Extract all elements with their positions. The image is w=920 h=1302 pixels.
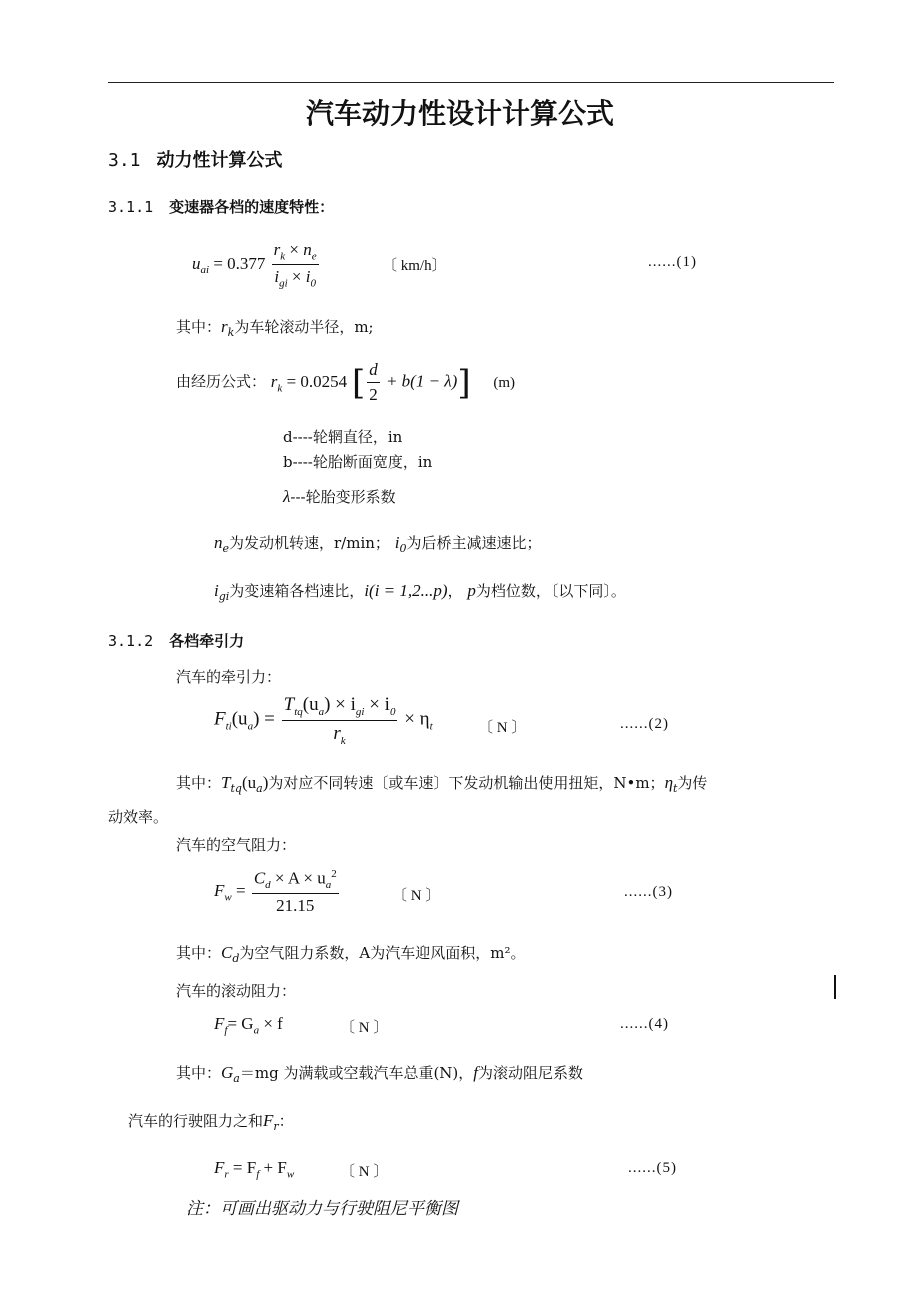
eq1-num-r: r — [273, 240, 281, 259]
igi-definition — [214, 580, 626, 603]
def-d: d----轮辋直径，in — [283, 428, 403, 446]
ttq-arg-sub: a — [256, 782, 263, 795]
rk-symbol: r — [221, 317, 228, 336]
rk-prefix: 其中： — [176, 318, 222, 336]
empirical-coef: = 0.0254 — [282, 371, 348, 391]
f-symbol: f — [473, 1063, 479, 1082]
eq2-num-sub: tq — [294, 705, 303, 718]
cd-sub: d — [232, 952, 240, 965]
section-heading — [108, 146, 283, 172]
subsection-heading-2 — [108, 630, 244, 651]
igi-expr: i(i = 1,2...p) — [364, 581, 448, 600]
lambda-symbol: λ — [283, 487, 291, 506]
eq3-num-rest: × A × u — [270, 868, 326, 888]
eq1-lhs-sub: ai — [200, 264, 210, 277]
eq4-unit: 〔 N 〕 — [340, 1020, 389, 1036]
eq3-num-sup: 2 — [331, 868, 337, 880]
eq5-plus: + F — [259, 1158, 287, 1177]
eq2-num-arg: (u — [302, 694, 319, 715]
ga-symbol: G — [221, 1063, 234, 1082]
eq2-lhs-arg-sub: a — [247, 720, 254, 733]
eq2-num-0: 0 — [389, 705, 396, 718]
eq2-unit: 〔 N 〕 — [478, 720, 527, 736]
eq4-lhs: F — [214, 1014, 225, 1033]
eq5-lhs: F — [214, 1158, 225, 1177]
igi-text: 为变速箱各档速比， — [229, 582, 365, 600]
i0-sub: 0 — [399, 542, 407, 555]
igi-symbol: i — [214, 581, 219, 600]
eq5-lhs-sub: r — [224, 1168, 229, 1181]
traction-label: 汽车的牵引力： — [176, 668, 282, 686]
igi-comma: ， — [447, 582, 463, 600]
equation-1 — [192, 240, 321, 290]
eq2-num-tail: × i — [364, 694, 390, 715]
equation-5 — [214, 1158, 294, 1180]
text-cursor — [834, 975, 836, 999]
subsection-number-2: 3.1.2 — [108, 632, 154, 650]
eta-sub: t — [673, 782, 678, 795]
cd-prefix: 其中： — [176, 944, 222, 962]
air-resistance-label: 汽车的空气阻力： — [176, 836, 297, 854]
eq1-coef: = 0.377 — [209, 253, 266, 273]
left-bracket: [ — [351, 362, 366, 403]
empirical-rest: + b(1 − λ) — [381, 371, 458, 391]
eq1-num-n-sub: e — [311, 250, 317, 263]
igi-sub: gi — [218, 590, 230, 603]
eq5-eq: = F — [228, 1158, 257, 1177]
i0-symbol: i — [394, 533, 400, 552]
total-resistance-label — [128, 1110, 294, 1133]
eq5-number: ......(5) — [628, 1160, 677, 1176]
eq1-num-r-sub: k — [280, 250, 286, 263]
subsection-title-2: 各档牵引力 — [169, 632, 245, 650]
equation-4 — [214, 1014, 283, 1036]
eta-symbol: η — [664, 773, 673, 792]
eq2-den-sub: k — [340, 734, 346, 747]
header-rule — [108, 82, 834, 83]
eq4-rest: = G — [227, 1014, 254, 1033]
eq1-num-times: × — [285, 240, 304, 259]
equation-2 — [214, 694, 433, 747]
eq1-fraction — [272, 240, 319, 290]
eq1-lhs: u — [192, 253, 201, 273]
eq2-num-gi: gi — [355, 705, 365, 718]
eq2-den: r — [333, 722, 341, 744]
fr-sub: r — [273, 1120, 279, 1133]
eq2-num: T — [283, 694, 295, 715]
empirical-frac-top: d — [367, 360, 380, 383]
eq3-number: ......(3) — [624, 884, 673, 900]
eq3-unit: 〔 N 〕 — [392, 888, 441, 904]
eq2-lhs: F — [214, 708, 226, 730]
p-symbol: p — [467, 581, 476, 600]
footnote: 注：可画出驱动力与行驶阻尼平衡图 — [186, 1199, 458, 1219]
def-b: b----轮胎断面宽度，in — [283, 453, 433, 471]
rk-definition — [176, 316, 374, 339]
ne-sub: e — [222, 542, 230, 555]
eq1-den-i: i — [274, 267, 280, 287]
fr-tail: ： — [278, 1112, 294, 1130]
ttq-arg-close: ) — [262, 773, 269, 792]
cd-symbol: C — [221, 943, 233, 962]
subsection-number-1: 3.1.1 — [108, 198, 154, 216]
ttq-definition — [176, 772, 707, 795]
rolling-resistance-label: 汽车的滚动阻力： — [176, 982, 297, 1000]
eq3-num-sub2: a — [325, 879, 332, 892]
eq3-lhs: F — [214, 880, 225, 900]
section-title: 动力性计算公式 — [156, 150, 283, 171]
ttq-prefix: 其中： — [176, 774, 222, 792]
eq5-w-sub: w — [286, 1168, 295, 1181]
eq2-lhs-sub: ti — [225, 720, 232, 733]
eq1-number: ......(1) — [648, 254, 697, 270]
total-resistance-text: 汽车的行驶阻力之和 — [128, 1112, 264, 1130]
eq3-num: C — [253, 868, 266, 888]
empirical-unit: (m) — [493, 374, 516, 391]
p-text: 为档位数，〔以下同〕。 — [475, 582, 626, 600]
section-number: 3.1 — [108, 150, 141, 171]
ga-sub: a — [233, 1072, 240, 1085]
ttq-text: 为对应不同转速〔或车速〕下发动机输出使用扭矩，N•m； — [268, 774, 665, 792]
eq3-den: 21.15 — [276, 896, 315, 916]
rk-sub: k — [227, 326, 235, 339]
ttq-continuation: 动效率。 — [108, 808, 169, 826]
lambda-text: ---轮胎变形系数 — [290, 488, 396, 506]
eq3-eq: = — [231, 880, 246, 900]
f-text: 为滚动阻尼系数 — [478, 1064, 584, 1082]
ttq-symbol: T — [221, 773, 231, 792]
eq3-num-sub: d — [265, 879, 271, 892]
eq2-lhs-arg: (u — [231, 708, 248, 730]
eq1-unit: 〔 km/h〕 — [382, 258, 447, 274]
empirical-frac-bot: 2 — [369, 385, 378, 404]
eq3-lhs-sub: w — [224, 891, 232, 904]
eq1-den-times: × — [287, 267, 306, 287]
eq4-lhs-sub: f — [224, 1024, 228, 1037]
eq5-unit: 〔 N 〕 — [340, 1164, 389, 1180]
def-lambda — [283, 486, 396, 507]
eq5-f-sub: f — [256, 1168, 260, 1181]
eq1-den-i0: i — [305, 267, 311, 287]
i0-text: 为后桥主减速速比； — [406, 534, 542, 552]
eq2-num-arg-sub: a — [318, 705, 325, 718]
cd-definition — [176, 942, 525, 965]
eq4-rest-sub: a — [253, 1024, 260, 1037]
eq2-lhs-close: ) = — [253, 708, 275, 730]
ne-definition — [214, 532, 541, 555]
eq2-number: ......(2) — [620, 716, 669, 732]
eq2-num-rest: ) × i — [324, 694, 356, 715]
ttq-arg: (u — [241, 773, 257, 792]
empirical-prefix: 由经历公式： — [176, 372, 267, 391]
eq4-tail: × f — [259, 1014, 283, 1033]
cd-text: 为空气阻力系数，A为汽车迎风面积，m²。 — [239, 944, 526, 962]
rk-text: 为车轮滚动半径，m; — [234, 318, 374, 336]
eta-text: 为传 — [677, 774, 708, 792]
eq4-number: ......(4) — [620, 1016, 669, 1032]
ga-definition — [176, 1062, 583, 1085]
equation-3 — [214, 868, 341, 916]
ga-text: ＝mg 为满载或空载汽车总重(N)， — [239, 1064, 474, 1082]
empirical-fraction — [367, 360, 380, 405]
eq2-fraction — [282, 694, 398, 747]
fr-symbol: F — [263, 1111, 274, 1130]
ttq-sub: tq — [230, 782, 242, 795]
eq2-tail-sub: t — [429, 720, 433, 733]
eq1-den-i-sub: gi — [279, 277, 288, 290]
ga-prefix: 其中： — [176, 1064, 222, 1082]
empirical-formula — [176, 360, 515, 405]
eq2-tail: × η — [399, 708, 430, 730]
right-bracket: ] — [457, 362, 471, 403]
eq1-den-i0-sub: 0 — [310, 277, 316, 290]
eq3-fraction — [252, 868, 339, 916]
ne-symbol: n — [214, 533, 223, 552]
eq1-num-n: n — [303, 240, 312, 259]
subsection-heading-1 — [108, 196, 334, 217]
subsection-title-1: 变速器各档的速度特性： — [169, 198, 335, 216]
ne-text: 为发动机转速，r/min； — [229, 534, 390, 552]
empirical-symbol: r — [270, 371, 278, 391]
empirical-sub: k — [277, 381, 283, 394]
page-title: 汽车动力性设计计算公式 — [305, 97, 614, 130]
